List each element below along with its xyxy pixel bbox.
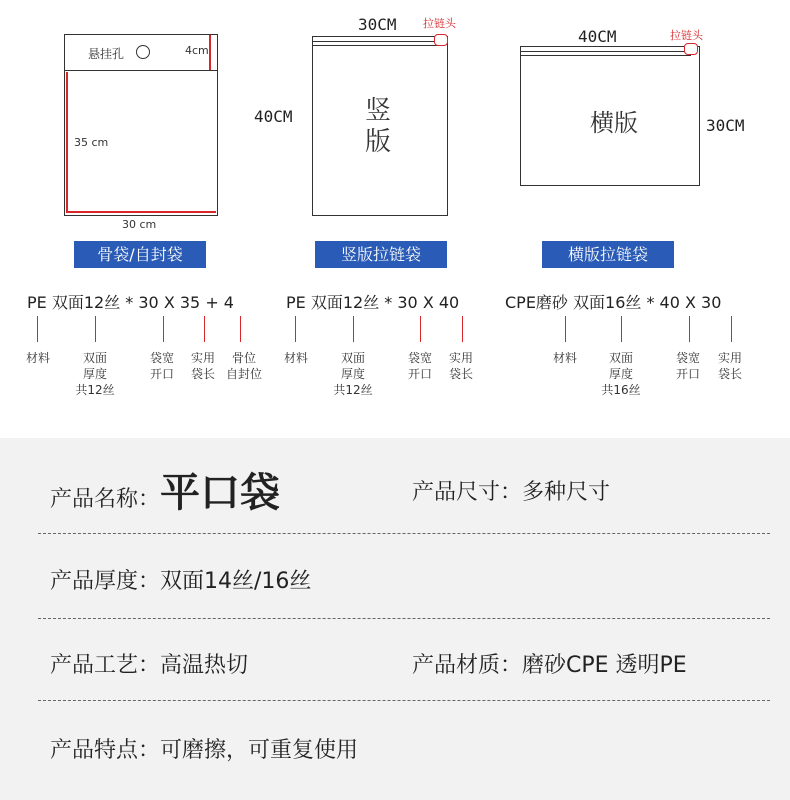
product-material-value: 磨砂CPE 透明PE (522, 653, 687, 678)
product-name-label: 产品名称： (50, 487, 161, 512)
product-size-label: 产品尺寸： (412, 480, 523, 505)
center-text-vertical-2: 版 (365, 127, 392, 157)
spec-line-flat: PE 双面12丝 * 30 X 35 + 4 (27, 293, 234, 312)
product-size-value: 多种尺寸 (522, 480, 611, 505)
spec-tick (565, 316, 566, 342)
bottom-dimension-marker (66, 211, 216, 213)
spec-tick (204, 316, 205, 342)
caption-material: 材料 (25, 351, 50, 365)
zipper-head-icon-vertical (434, 34, 448, 46)
spec-tick (621, 316, 622, 342)
spec-line-vertical: PE 双面12丝 * 30 X 40 (286, 293, 460, 312)
caption-thickness: 双面 厚度 共12丝 (333, 351, 373, 397)
side-dimension-label: 35 cm (74, 136, 109, 149)
divider (38, 618, 770, 619)
caption-width: 袋宽 开口 (407, 351, 432, 381)
zipper-line-horizontal (521, 51, 691, 56)
product-thickness-label: 产品厚度： (50, 569, 161, 594)
spec-tick (95, 316, 96, 342)
product-name-row (50, 468, 280, 525)
zipper-head-label-vertical: 拉链头 (423, 17, 456, 30)
spec-tick (240, 316, 241, 342)
spec-tick (689, 316, 690, 342)
product-material-label: 产品材质： (412, 653, 523, 678)
bottom-dimension-label: 30 cm (122, 218, 157, 231)
side-dimension-marker (66, 72, 68, 212)
product-feature-label: 产品特点： (50, 738, 161, 763)
center-text-horizontal: 横版 (590, 109, 638, 137)
spec-tick (420, 316, 421, 342)
caption-material: 材料 (552, 351, 577, 365)
height-label-vertical: 40CM (254, 107, 293, 126)
product-process-value: 高温热切 (160, 653, 249, 678)
caption-width: 袋宽 开口 (675, 351, 700, 381)
badge-horizontal-zip-bag: 横版拉链袋 (542, 241, 674, 268)
badge-flat-bag: 骨袋/自封袋 (74, 241, 206, 268)
product-process-row (50, 648, 248, 679)
product-feature-row (50, 733, 358, 764)
caption-length: 实用 袋长 (190, 351, 215, 381)
caption-thickness: 双面 厚度 共12丝 (75, 351, 115, 397)
badge-vertical-zip-bag: 竖版拉链袋 (315, 241, 447, 268)
caption-seal: 骨位 自封位 (225, 351, 262, 381)
spec-tick (37, 316, 38, 342)
product-feature-value: 可磨擦，可重复使用 (160, 738, 359, 763)
hanging-hole-icon (136, 45, 150, 59)
zipper-line-vertical (313, 41, 439, 46)
product-process-label: 产品工艺： (50, 653, 161, 678)
spec-tick (353, 316, 354, 342)
height-label-horizontal: 30CM (706, 116, 745, 135)
top-dimension-marker (209, 35, 211, 70)
spec-tick (295, 316, 296, 342)
product-size-row (412, 468, 610, 518)
product-thickness-row (50, 564, 311, 595)
hanging-hole-label: 悬挂孔 (88, 47, 125, 61)
width-label-vertical: 30CM (358, 15, 397, 34)
product-material-row (412, 648, 687, 679)
zipper-head-icon-horizontal (684, 43, 698, 55)
spec-tick (163, 316, 164, 342)
spec-line-horizontal: CPE磨砂 双面16丝 * 40 X 30 (505, 293, 722, 312)
spec-tick (462, 316, 463, 342)
divider (38, 700, 770, 701)
zipper-head-label-horizontal: 拉链头 (670, 29, 703, 42)
caption-length: 实用 袋长 (717, 351, 742, 381)
caption-thickness: 双面 厚度 共16丝 (601, 351, 641, 397)
spec-tick (731, 316, 732, 342)
product-name-value: 平口袋 (160, 470, 281, 516)
product-thickness-value: 双面14丝/16丝 (160, 569, 312, 594)
width-label-horizontal: 40CM (578, 27, 617, 46)
caption-width: 袋宽 开口 (149, 351, 174, 381)
center-text-vertical-1: 竖 (365, 96, 392, 126)
divider (38, 533, 770, 534)
top-dimension-label: 4cm (185, 44, 209, 57)
caption-material: 材料 (283, 351, 308, 365)
hanger-divider (65, 70, 217, 71)
caption-length: 实用 袋长 (448, 351, 473, 381)
